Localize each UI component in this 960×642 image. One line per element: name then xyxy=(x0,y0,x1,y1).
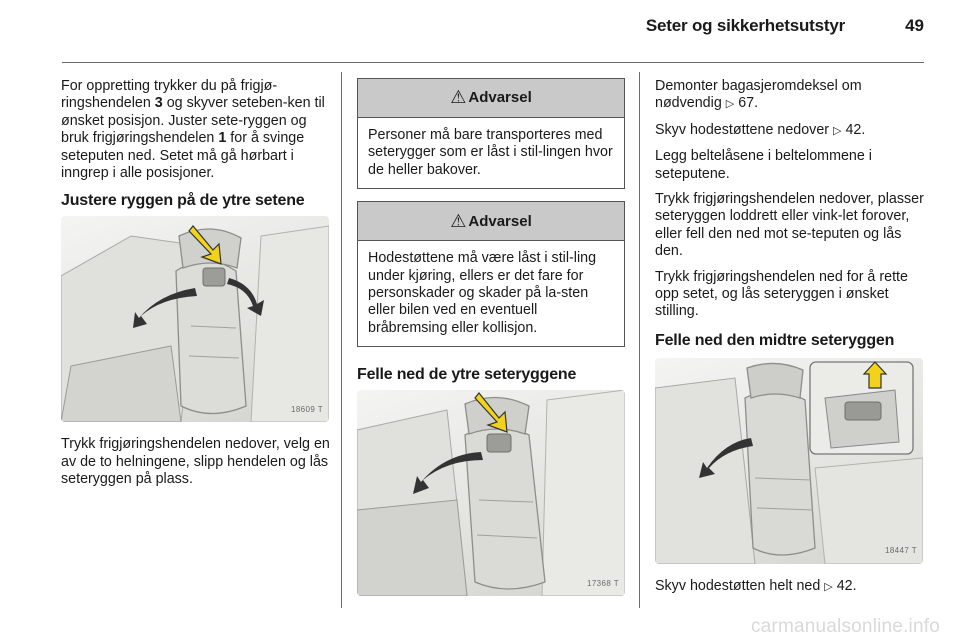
watermark: carmanualsonline.info xyxy=(750,616,940,637)
figure-outer-seat-recline xyxy=(61,216,329,422)
section-heading-fold-middle: Felle ned den midtre seteryggen xyxy=(655,331,895,349)
section-heading-fold-outer: Felle ned de ytre seteryggene xyxy=(357,366,577,384)
figure-fold-outer-backrest xyxy=(357,390,625,596)
warning-icon: ⚠ xyxy=(450,210,467,231)
paragraph-push-headrest-down: Skyv hodestøtten helt ned ▷ 42. xyxy=(655,577,857,594)
warning-body: Personer må bare transporteres med seterygger som er låst i stil-lingen hvor de heller bakover. xyxy=(368,127,613,178)
warning-title: Advarsel xyxy=(468,212,532,230)
fold-outer-backrest-illustration xyxy=(357,390,625,596)
warning-header xyxy=(358,202,624,241)
warning-body: Hodestøttene må være låst i stil-ling under kjøring, ellers er det fare for personskader og skader på la-sten eller bilen ved en eventuell bråbremsing eller kollisjon. xyxy=(368,250,597,336)
figure-code: 17368 T xyxy=(586,578,619,588)
page-reference: 42. xyxy=(836,577,857,594)
header-title: Seter og sikkerhetsutstyr xyxy=(645,16,845,35)
paragraph-adjust-instructions: For oppretting trykker du på frigjø-ringshendelen 3 og skyver seteben-ken til ønsket posisjon. Juster sete-ryggen og bruk frigjøringshendelen 1 for å svinge seteputen ned. Setet må gå hørbart i inngrep i alle posisjoner. xyxy=(61,78,325,182)
paragraph-recline-instructions: Trykk frigjøringshendelen nedover, velg en av de to helningene, slipp hendelen og lås seteryggen på plass. xyxy=(61,436,330,488)
seat-recline-illustration xyxy=(61,216,329,422)
lever-number-3: 3 xyxy=(154,95,163,112)
warning-box-1 xyxy=(357,78,625,189)
paragraph-belt-buckles: Legg beltelåsene i beltelommene i seteputene. xyxy=(655,148,872,182)
warning-box-2 xyxy=(357,201,625,347)
page-reference: 42. xyxy=(845,121,866,138)
section-heading-outer-backrest: Justere ryggen på de ytre setene xyxy=(61,192,305,210)
paragraph-press-release: Trykk frigjøringshendelen nedover, plasser seteryggen loddrett eller vink-let forover, eller fell den ned mot se-teputen og lås den. xyxy=(655,191,924,260)
lever-number-1: 1 xyxy=(218,130,227,147)
figure-code: 18447 T xyxy=(884,546,917,556)
figure-code: 18609 T xyxy=(290,405,323,415)
warning-title: Advarsel xyxy=(468,89,532,107)
column-right xyxy=(655,78,927,604)
page-reference-icon: ▷ xyxy=(725,98,735,111)
page-number: 49 xyxy=(905,16,924,35)
paragraph-push-headrests: Skyv hodestøttene nedover ▷ 42. xyxy=(655,121,866,138)
page-reference-icon: ▷ xyxy=(833,124,842,137)
column-left xyxy=(61,78,333,497)
figure-fold-middle-backrest xyxy=(655,358,923,564)
page-reference: 67. xyxy=(738,95,759,112)
paragraph-straighten-seat: Trykk frigjøringshendelen ned for å rette opp setet, og lås seteryggen i ønsket stilling. xyxy=(655,268,908,320)
column-divider-left xyxy=(341,72,342,608)
warning-icon: ⚠ xyxy=(450,87,467,108)
page-reference-icon: ▷ xyxy=(824,580,833,593)
column-middle xyxy=(357,78,625,596)
header-rule xyxy=(62,62,924,63)
paragraph-remove-cover: Demonter bagasjeromdeksel om nødvendig ▷ 67. xyxy=(655,78,862,112)
fold-middle-backrest-illustration xyxy=(655,358,923,564)
warning-header xyxy=(358,79,624,118)
column-divider-right xyxy=(639,72,640,608)
